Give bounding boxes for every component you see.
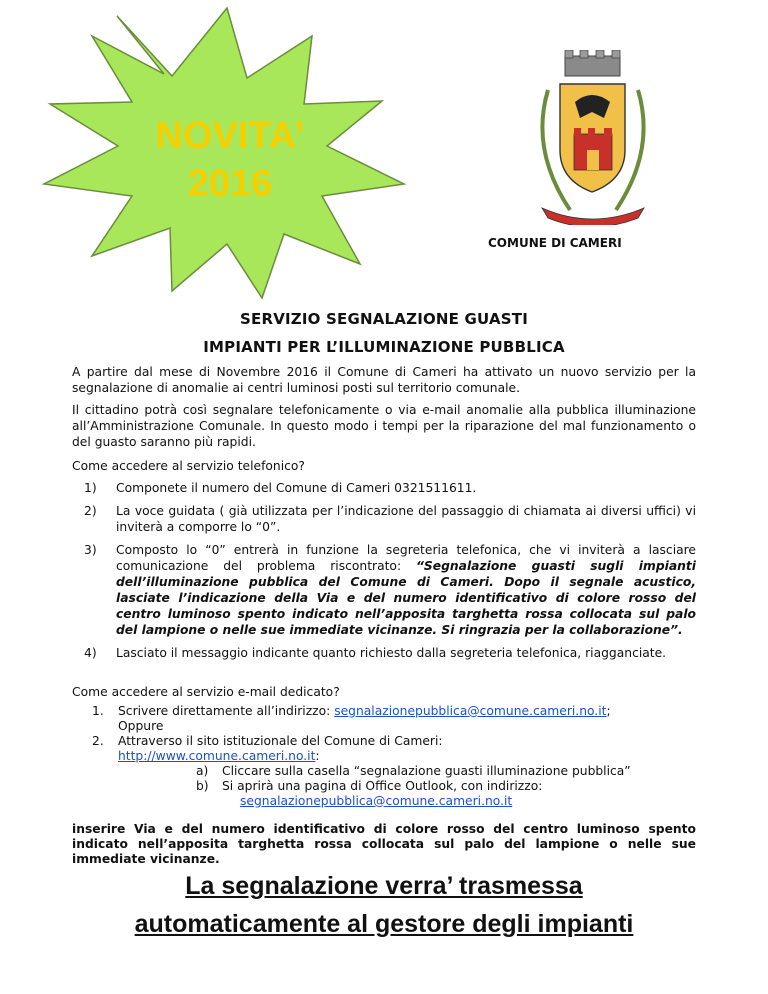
email-address-link[interactable]: segnalazionepubblica@comune.cameri.no.it [334, 704, 607, 718]
badge-line1: NOVITA’ [155, 115, 305, 157]
oppure-text: Oppure [118, 719, 164, 733]
step-text: La voce guidata ( già utilizzata per l’indicazione del passaggio di chiamata ai diversi uffici) vi inviterà a comporre lo “0”. [116, 504, 696, 534]
list-item [84, 734, 696, 809]
sub-step-letter: b) [196, 779, 209, 793]
title-line2: IMPIANTI PER L’ILLUMINAZIONE PUBBLICA [203, 338, 565, 356]
step-text: Attraverso il sito istituzionale del Comune di Cameri: [118, 734, 443, 748]
outlook-address-link[interactable]: segnalazionepubblica@comune.cameri.no.it [240, 794, 513, 808]
step-number: 1) [84, 481, 97, 495]
list-item [188, 779, 696, 809]
email-steps-list [84, 704, 696, 809]
list-item [84, 542, 696, 638]
step-punct: : [315, 749, 320, 763]
step-number: 3) [84, 543, 97, 557]
list-item [84, 704, 696, 734]
phone-question: Come accedere al servizio telefonico? [72, 459, 305, 473]
sub-step-letter: a) [196, 764, 209, 778]
step-text: Scrivere direttamente all’indirizzo: [118, 704, 335, 718]
step-number: 2) [84, 504, 97, 518]
list-item [84, 645, 696, 661]
step-text: Componete il numero del Comune di Cameri 0321511611. [116, 481, 477, 495]
intro-paragraph-2: Il cittadino potrà così segnalare telefonicamente o via e-mail anomalie alla pubblica illuminazione all’Amministrazione Comunale. In questo modo i tempi per la riparazione del mal funzionamento o del guasto saranno più rapidi. [72, 403, 696, 449]
step-text: Composto lo “0” entrerà in funzione la segreteria telefonica, che vi inviterà a lasciare comunicazione del problema riscontrato: [116, 543, 696, 573]
title-line1: SERVIZIO SEGNALAZIONE GUASTI [240, 310, 528, 328]
comune-coat-of-arms-icon [520, 50, 665, 225]
comune-label: COMUNE DI CAMERI [488, 236, 622, 250]
novita-badge-text [130, 112, 330, 208]
step-text: Lasciato il messaggio indicante quanto richiesto dalla segreteria telefonica, riagganciate. [116, 646, 667, 660]
sub-step-text: Cliccare sulla casella “segnalazione guasti illuminazione pubblica” [222, 764, 631, 778]
step-number: 1. [92, 704, 104, 718]
sub-step-text: Si aprirà una pagina di Office Outlook, con indirizzo: [222, 779, 543, 793]
banner-line1: La segnalazione verra’ trasmessa [185, 872, 583, 900]
step-punct: ; [606, 704, 611, 718]
phone-steps-list [84, 480, 696, 668]
step-number: 4) [84, 646, 97, 660]
list-item [84, 480, 696, 496]
step-number: 2. [92, 734, 104, 748]
list-item [188, 764, 696, 779]
banner-line2: automaticamente al gestore degli impianti [134, 910, 634, 938]
step-emphasis: “Segnalazione guasti sugli impianti dell’illuminazione pubblica del Comune di Cameri. Dopo il segnale acustico, lasciate l’indicazione della Via e del numero identificativo di colore rosso del centro luminoso spento indicato nell’apposita targhetta rossa collocata sul palo del lampione o nelle sue immediate vicinanze. Si ringrazia per la collaborazione”. [116, 559, 696, 637]
email-sub-steps [118, 764, 696, 809]
intro-paragraph-1: A partire dal mese di Novembre 2016 il Comune di Cameri ha attivato un nuovo servizio per la segnalazione di anomalie ai centri luminosi posti sul territorio comunale. [72, 365, 696, 395]
closing-instruction: inserire Via e del numero identificativo di colore rosso del centro luminoso spento indicato nell’apposita targhetta rossa collocata sul palo del lampione o nelle sue immediate vicinanze. [72, 822, 696, 866]
badge-line2: 2016 [187, 163, 273, 205]
list-item [84, 503, 696, 535]
email-question: Come accedere al servizio e-mail dedicato? [72, 685, 340, 699]
website-link[interactable]: http://www.comune.cameri.no.it [118, 749, 316, 763]
